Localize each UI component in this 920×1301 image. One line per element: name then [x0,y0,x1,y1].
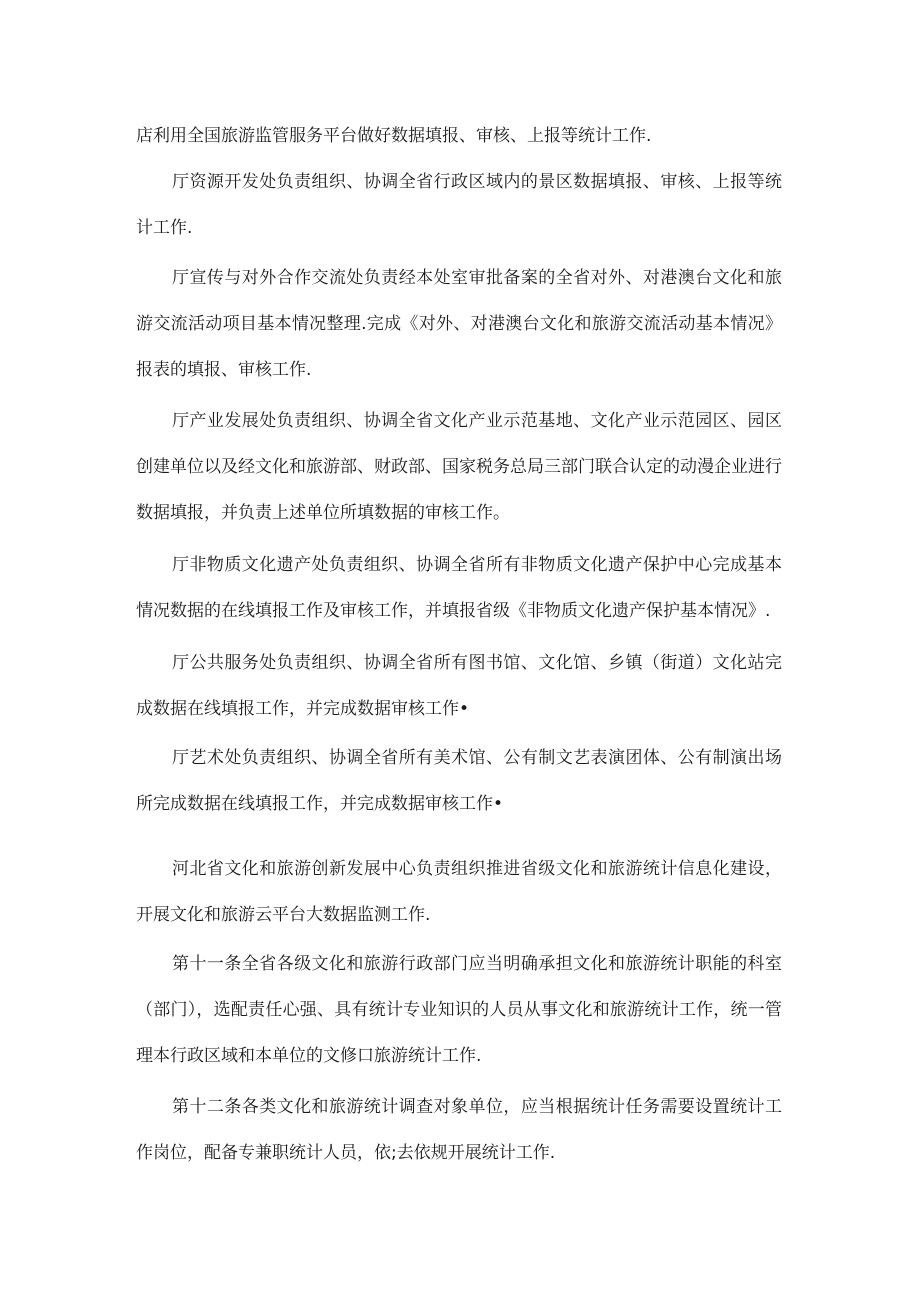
paragraph-8: 河北省文化和旅游创新发展中心负责组织推进省级文化和旅游统计信息化建设，开展文化和旅游云平台大数据监测工作. [136,859,782,925]
paragraph-10: 第十二条各类文化和旅游统计调查对象单位，应当根据统计任务需要设置统计工作岗位，配备专兼职统计人员，依;去依规开展统计工作. [136,1097,782,1163]
paragraph-1: 店利用全国旅游监管服务平台做好数据填报、审核、上报等统计工作. [136,126,652,146]
paragraph-2: 厅资源开发处负责组织、协调全省行政区域内的景区数据填报、审核、上报等统计工作. [136,172,782,238]
paragraph-5: 厅非物质文化遗产处负责组织、协调全省所有非物质文化遗产保护中心完成基本情况数据的在线填报工作及审核工作，并填报省级《非物质文化遗产保护基本情况》. [136,555,782,621]
paragraph-3: 厅宣传与对外合作交流处负责经本处室审批备案的全省对外、对港澳台文化和旅游交流活动项目基本情况整理.完成《对外、对港澳台文化和旅游交流活动基本情况》报表的填报、审核工作. [136,268,782,380]
paragraph-6: 厅公共服务处负责组织、协调全省所有图书馆、文化馆、乡镇（街道）文化站完成数据在线填报工作，并完成数据审核工作• [136,653,782,719]
paragraph-4: 厅产业发展处负责组织、协调全省文化产业示范基地、文化产业示范园区、园区创建单位以及经文化和旅游部、财政部、国家税务总局三部门联合认定的动漫企业进行数据填报，并负责上述单位所填数据的审核工作。 [136,411,782,523]
paragraph-9: 第十一条全省各级文化和旅游行政部门应当明确承担文化和旅游统计职能的科室（部门），选配责任心强、具有统计专业知识的人员从事文化和旅游统计工作，统一管理本行政区域和本单位的文修口旅游统计工作. [136,954,782,1066]
paragraph-7: 厅艺术处负责组织、协调全省所有美术馆、公有制文艺表演团体、公有制演出场所完成数据在线填报工作，并完成数据审核工作• [136,748,782,814]
